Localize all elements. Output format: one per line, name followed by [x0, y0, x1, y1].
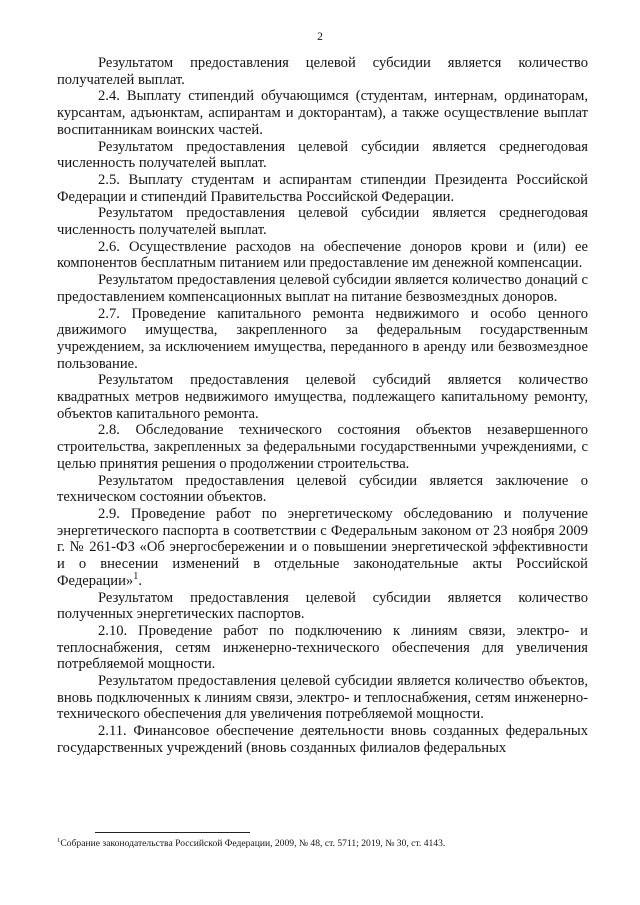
paragraph-result-donations: Результатом предоставления целевой субсидии является количество донаций с предоставлением компенсационных выплат на питание безвозмездных доноров.	[57, 272, 588, 305]
paragraph-2-7-capital-repair: 2.7. Проведение капитального ремонта недвижимого и особо ценного движимого имущества, закрепленного за федеральным государственным учреждением, за исключением имущества, переданного в аренду или безвозмездное пользование.	[57, 305, 588, 372]
footnote-text: Собрание законодательства Российской Федерации, 2009, № 48, ст. 5711; 2019, № 30, ст. 4143.	[60, 838, 446, 849]
paragraph-2-8-technical-inspection: 2.8. Обследование технического состояния объектов незавершенного строительства, закрепленных за федеральными государственными учреждениями, с целью принятия решения о продолжении строительства.	[57, 422, 588, 472]
paragraph-result-average-recipients: Результатом предоставления целевой субсидии является среднегодовая численность получателей выплат.	[57, 138, 588, 172]
paragraph-result-energy-passports: Результатом предоставления целевой субсидии является количество полученных энергетических паспортов.	[57, 589, 588, 623]
footnote-divider	[95, 832, 250, 833]
paragraph-2-6-blood-donors: 2.6. Осуществление расходов на обеспечение доноров крови и (или) ее компонентов бесплатным питанием или предоставление им денежной компенсации.	[57, 238, 588, 272]
body-text	[57, 55, 588, 757]
footnote-reference: 1	[133, 570, 139, 582]
paragraph-2-9-energy-audit: 2.9. Проведение работ по энергетическому обследованию и получение энергетического паспорта в соответствии с Федеральным законом от 23 ноября 2009 г. № 261-ФЗ «Об энергосбережении и о повышении энергетической эффективности и о внесении изменений в отдельные законодательные акты Российской Федерации»$^1$.	[57, 505, 588, 589]
paragraph-result-conclusion: Результатом предоставления целевой субсидии является заключение о техническом состоянии объектов.	[57, 472, 588, 506]
paragraph-2-4-scholarships: 2.4. Выплату стипендий обучающимся (студентам, интернам, ординаторам, курсантам, адъюнктам, аспирантам и докторантам), а также осуществление выплат воспитанникам воинских частей.	[57, 88, 588, 138]
footnote-marker: 1	[57, 836, 61, 844]
paragraph-2-10-connection-works: 2.10. Проведение работ по подключению к линиям связи, электро- и теплоснабжения, сетям инженерно-технического обеспечения для увеличения потребляемой мощности.	[57, 622, 588, 673]
paragraph-2-5-president-scholarships: 2.5. Выплату студентам и аспирантам стипендии Президента Российской Федерации и стипендий Правительства Российской Федерации.	[57, 171, 588, 205]
paragraph-result-square-meters: Результатом предоставления целевой субсидий является количество квадратных метров недвижимого имущества, подлежащего капитальному ремонту, объектов капитального ремонта.	[57, 372, 588, 422]
paragraph-result-recipients-count: Результатом предоставления целевой субсидии является количество получателей выплат.	[57, 55, 588, 88]
paragraph-2-11-new-institutions: 2.11. Финансовое обеспечение деятельности вновь созданных федеральных государственных учреждений (вновь созданных филиалов федеральных	[57, 723, 588, 756]
paragraph-result-average-recipients-2: Результатом предоставления целевой субсидии является среднегодовая численность получателей выплат.	[57, 205, 588, 239]
footnote	[57, 838, 597, 850]
paragraph-2-9-text: 2.9. Проведение работ по энергетическому обследованию и получение энергетического паспорта в соответствии с Федеральным законом от 23 ноября 2009 г. № 261-ФЗ «Об энергосбережении и о повышении энергетической эффективности и о внесении изменений в отдельные законодательные акты Российской Федерации»	[57, 505, 588, 589]
page-number: 2	[317, 31, 323, 43]
paragraph-result-connected-objects: Результатом предоставления целевой субсидии является количество объектов, вновь подключенных к линиям связи, электро- и теплоснабжения, сетям инженерно-технического обеспечения для увеличения потребляемой мощности.	[57, 673, 588, 723]
